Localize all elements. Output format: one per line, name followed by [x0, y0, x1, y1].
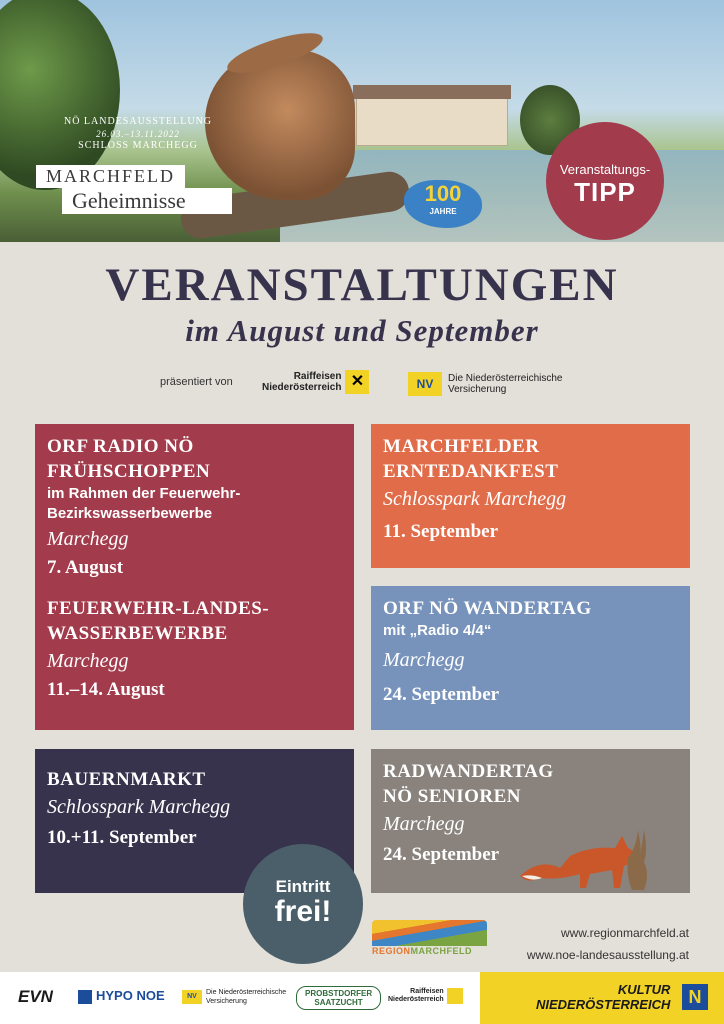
region-marchfeld-logo	[372, 920, 487, 960]
hypo-icon	[78, 990, 92, 1004]
probstdorfer-logo	[296, 986, 381, 1010]
raiffeisen-logo	[262, 370, 369, 394]
region-part1: REGION	[372, 946, 411, 956]
sponsor-footer	[0, 972, 724, 1024]
event-title: WASSERBEWERBE	[47, 623, 228, 644]
raiffeisen-line1: Raiffeisen	[293, 371, 342, 382]
raiffeisen-line2: Niederösterreich	[262, 382, 342, 393]
event-title: MARCHFELDER	[383, 436, 540, 457]
eintritt-line2: frei!	[274, 895, 332, 928]
region-logo-stripes	[372, 920, 487, 946]
nv-line2: Versicherung	[448, 384, 507, 395]
nv-footer-logo	[182, 988, 286, 1006]
event-date: 10.+11. September	[47, 827, 197, 848]
exhibition-dates: 26.03.–13.11.2022	[96, 129, 180, 139]
kultur-n-icon: N	[682, 984, 708, 1010]
event-place: Marchegg	[47, 650, 129, 672]
evn-logo: EVN	[18, 987, 53, 1006]
raiff-footer-line1: Raiffeisen	[410, 988, 444, 995]
raiff-footer-line2: Niederösterreich	[388, 996, 444, 1003]
url-landesausstellung[interactable]: www.noe-landesausstellung.at	[526, 948, 689, 962]
badge-text: JAHRE	[429, 207, 457, 216]
kultur-line2: NIEDERÖSTERREICH	[536, 997, 671, 1012]
presented-by-label: präsentiert von	[160, 376, 233, 388]
event-date: 24. September	[383, 684, 500, 705]
event-title: ORF RADIO NÖ	[47, 436, 194, 457]
event-place: Marchegg	[383, 649, 465, 671]
nv-footer-icon: NV	[182, 990, 202, 1004]
event-title: ERNTEDANKFEST	[383, 461, 559, 482]
kultur-line1: KULTUR	[617, 982, 671, 997]
event-title: FEUERWEHR-LANDES-	[47, 598, 270, 619]
exhibition-info	[58, 116, 218, 152]
website-links	[500, 922, 689, 966]
event-card-fruehschoppen	[35, 424, 354, 730]
region-part2: MARCHFELD	[410, 946, 473, 956]
marchfeld-brand-logo	[36, 165, 232, 214]
event-card-erntedankfest	[371, 424, 690, 568]
nv-icon: NV	[408, 372, 442, 396]
event-title: ORF NÖ WANDERTAG	[383, 598, 592, 619]
event-date: 11. September	[383, 521, 499, 542]
kultur-text	[536, 982, 670, 1012]
raiffeisen-footer-logo	[388, 988, 463, 1004]
exhibition-name: NÖ LANDESAUSSTELLUNG	[63, 116, 213, 127]
event-date: 7. August	[47, 557, 124, 578]
event-place: Schlosspark Marchegg	[47, 796, 231, 818]
event-subtitle: im Rahmen der Feuerwehr-	[47, 485, 241, 502]
exhibition-location: SCHLOSS MARCHEGG	[78, 140, 198, 151]
event-date: 24. September	[383, 844, 500, 865]
hero-tree-left	[0, 0, 120, 190]
probst-line2: SAATZUCHT	[314, 998, 363, 1007]
hypo-noe-logo	[78, 988, 165, 1004]
nv-line1: Die Niederösterreichische	[448, 373, 563, 384]
badge-number: 100	[424, 181, 462, 206]
url-regionmarchfeld[interactable]: www.regionmarchfeld.at	[560, 926, 689, 940]
tipp-line2: TIPP	[574, 177, 636, 207]
event-place: Marchegg	[47, 528, 129, 550]
kultur-niederoesterreich-logo	[480, 972, 724, 1024]
event-title: BAUERNMARKT	[47, 769, 206, 790]
nv-text	[448, 373, 563, 395]
page-subtitle: im August und September	[185, 313, 539, 348]
probst-line1: PROBSTDORFER	[305, 989, 373, 998]
nv-footer-line1: Die Niederösterreichische	[206, 989, 287, 996]
event-card-wandertag	[371, 586, 690, 730]
tipp-line1: Veranstaltungs-	[559, 162, 651, 177]
eintritt-line1: Eintritt	[275, 877, 331, 896]
event-title: RADWANDERTAG	[383, 761, 554, 782]
eintritt-frei-badge	[243, 844, 363, 964]
event-title: FRÜHSCHOPPEN	[47, 461, 211, 482]
hero-castle-illustration	[356, 98, 508, 146]
event-subtitle: mit „Radio 4/4“	[383, 622, 492, 639]
region-logo-label	[372, 946, 487, 956]
raiffeisen-text	[262, 371, 341, 393]
raiffeisen-cross-icon: ✕	[345, 370, 369, 394]
event-date: 11.–14. August	[47, 679, 165, 700]
nv-footer-line2: Versicherung	[206, 998, 247, 1005]
event-place: Schlosspark Marchegg	[383, 488, 567, 510]
raiffeisen-footer-icon	[447, 988, 463, 1004]
event-place: Marchegg	[383, 813, 465, 835]
brand-line2: Geheimnisse	[62, 188, 232, 214]
event-title: NÖ SENIOREN	[383, 786, 521, 807]
page-title: VERANSTALTUNGEN	[105, 259, 619, 311]
brand-line1: MARCHFELD	[36, 165, 185, 188]
hypo-text: HYPO NOE	[96, 988, 165, 1003]
veranstaltungs-tipp-badge	[546, 122, 664, 240]
fox-and-hare-illustration	[520, 818, 650, 892]
nv-logo	[408, 372, 563, 396]
event-subtitle: Bezirkswasserbewerbe	[47, 505, 213, 522]
